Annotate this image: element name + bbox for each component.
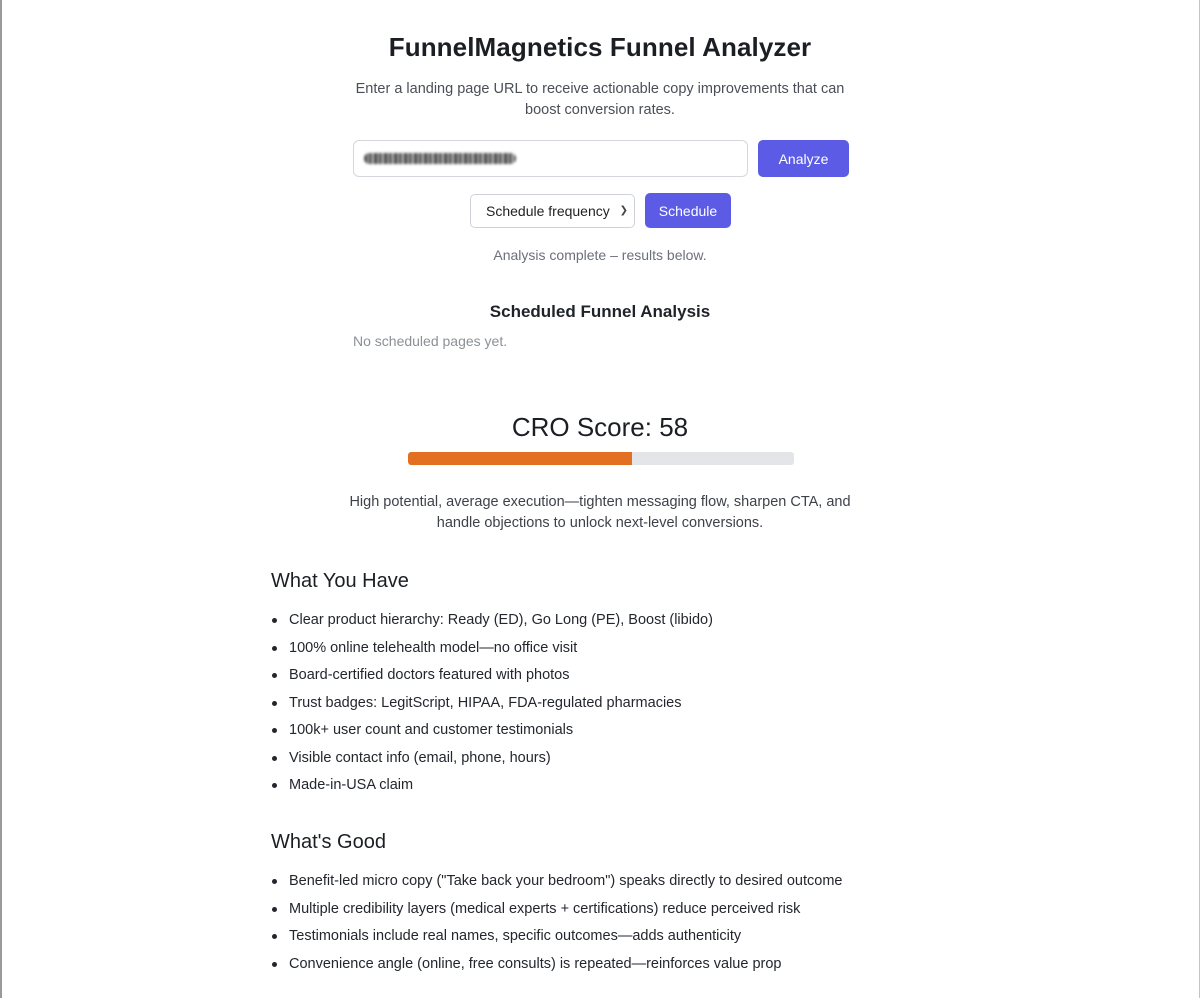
scheduled-section-title: Scheduled Funnel Analysis <box>489 302 711 321</box>
list-item: Board-certified doctors featured with photos <box>271 665 713 693</box>
analyze-button[interactable]: Analyze <box>758 140 849 177</box>
list-item: Testimonials include real names, specific outcomes—adds authenticity <box>271 926 843 954</box>
url-value-redacted <box>364 153 516 164</box>
list-item: Convenience angle (online, free consults) is repeated—reinforces value prop <box>271 954 843 982</box>
list-item: Made-in-USA claim <box>271 775 713 803</box>
whats-good-heading: What's Good <box>271 831 386 853</box>
chevron-down-icon: ❯ <box>619 205 628 216</box>
what-you-have-heading: What You Have <box>271 570 409 592</box>
what-you-have-list <box>271 610 713 803</box>
schedule-button[interactable]: Schedule <box>645 193 731 228</box>
list-item: Benefit-led micro copy ("Take back your bedroom") speaks directly to desired outcome <box>271 871 843 899</box>
cro-score-progress-bar <box>408 452 794 465</box>
schedule-frequency-select[interactable] <box>470 194 635 228</box>
schedule-frequency-value: Schedule frequency <box>486 203 610 219</box>
page-subtitle: Enter a landing page URL to receive actionable copy improvements that can boost conversion rates. <box>355 81 845 118</box>
list-item: 100k+ user count and customer testimonials <box>271 720 713 748</box>
list-item: 100% online telehealth model—no office visit <box>271 638 713 666</box>
window-border-left <box>0 0 2 998</box>
page-title: FunnelMagnetics Funnel Analyzer <box>388 32 812 62</box>
whats-good-list <box>271 871 843 981</box>
list-item: Multiple credibility layers (medical experts + certifications) reduce perceived risk <box>271 899 843 927</box>
analysis-status-text: Analysis complete – results below. <box>493 247 707 263</box>
list-item: Clear product hierarchy: Ready (ED), Go Long (PE), Boost (libido) <box>271 610 713 638</box>
list-item: Visible contact info (email, phone, hours) <box>271 748 713 776</box>
list-item: Trust badges: LegitScript, HIPAA, FDA-regulated pharmacies <box>271 693 713 721</box>
cro-score-progress-fill <box>408 452 632 465</box>
cro-score-summary: High potential, average execution—tighten messaging flow, sharpen CTA, and handle objections to unlock next-level conversions. <box>349 494 851 531</box>
cro-score-heading: CRO Score: 58 <box>511 412 689 442</box>
scheduled-empty-text: No scheduled pages yet. <box>353 333 508 349</box>
